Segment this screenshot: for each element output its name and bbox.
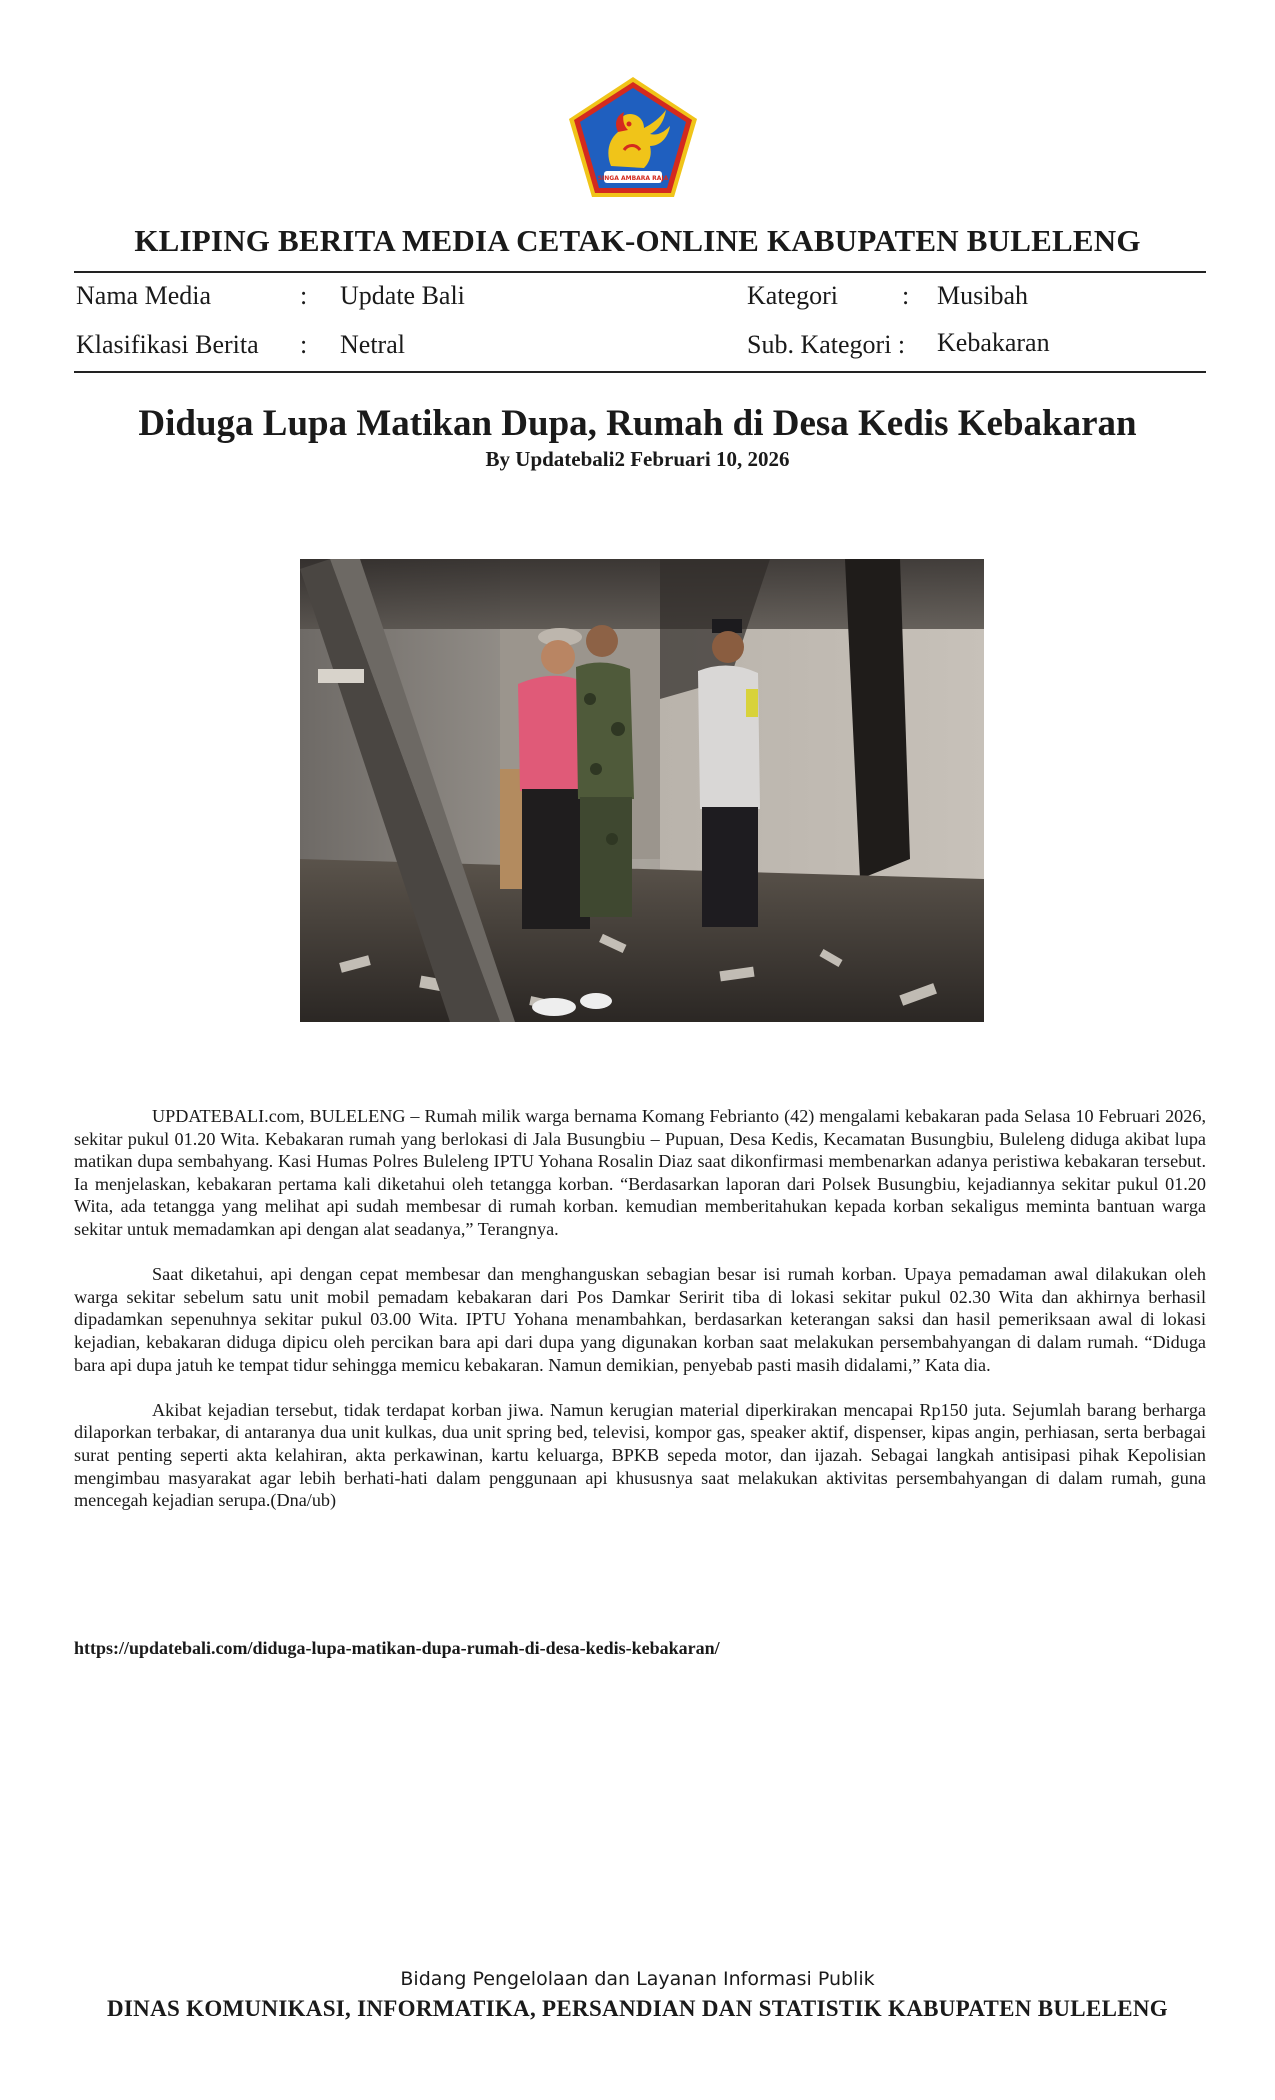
kategori-colon: :	[902, 281, 910, 310]
article-body	[74, 1105, 1206, 1534]
header-bottom-rule	[74, 371, 1206, 373]
sub-kategori-label: Sub. Kategori :	[747, 330, 906, 359]
nama-media-colon: :	[300, 281, 308, 310]
footer-division: Bidang Pengelolaan dan Layanan Informasi Publik	[400, 1968, 875, 1990]
document-title: KLIPING BERITA MEDIA CETAK-ONLINE KABUPATEN BULELENG	[134, 223, 1141, 258]
klasifikasi-colon: :	[300, 330, 308, 359]
sub-kategori-value: Kebakaran	[937, 328, 1050, 357]
article-paragraph: Saat diketahui, api dengan cepat membesar dan menghanguskan sebagian besar isi rumah korban. Upaya pemadaman awal dilakukan oleh warga sekitar sebelum satu unit mobil pemadam kebakaran dari Pos Damkar Seririt tiba di lokasi sekitar pukul 02.30 Wita dan akhirnya berhasil dipadamkan sepenuhnya sekitar pukul 03.00 Wita. IPTU Yohana menambahkan, berdasarkan keterangan saksi dan hasil pemeriksaan awal di lokasi kejadian, kebakaran diduga dipicu oleh percikan bara api dari dupa yang digunakan korban saat melakukan persembahyangan di dalam rumah. “Diduga bara api dupa jatuh ke tempat tidur sehingga memicu kebakaran. Namun demikian, penyebab pasti masih didalami,” Kata dia.	[74, 1264, 1206, 1375]
kategori-value: Musibah	[937, 281, 1028, 310]
klasifikasi-label: Klasifikasi Berita	[76, 330, 259, 359]
klasifikasi-value: Netral	[340, 330, 405, 359]
emblem-motto: SINGA AMBARA RAJA	[597, 175, 669, 182]
footer-agency: DINAS KOMUNIKASI, INFORMATIKA, PERSANDIAN DAN STATISTIK KABUPATEN BULELENG	[107, 1996, 1168, 2021]
kategori-label: Kategori	[747, 281, 838, 310]
article-headline: Diduga Lupa Matikan Dupa, Rumah di Desa Kedis Kebakaran	[138, 403, 1137, 444]
emblem-svg	[566, 74, 700, 202]
nama-media-value: Update Bali	[340, 281, 465, 310]
nama-media-label: Nama Media	[76, 281, 212, 310]
article-paragraph: UPDATEBALI.com, BULELENG – Rumah milik warga bernama Komang Febrianto (42) mengalami kebakaran pada Selasa 10 Februari 2026, sekitar pukul 01.20 Wita. Kebakaran rumah yang berlokasi di Jala Busungbiu – Pupuan, Desa Kedis, Kecamatan Busungbiu, Buleleng diduga akibat lupa matikan dupa sembahyang. Kasi Humas Polres Buleleng IPTU Yohana Rosalin Diaz saat dikonfirmasi membenarkan adanya peristiwa kebakaran tersebut. Ia menjelaskan, kebakaran pertama kali diketahui oleh tetangga korban. “Berdasarkan laporan dari Polsek Busungbiu, kejadiannya sekitar pukul 01.20 Wita, ada tetangga yang melihat api sudah membesar di rumah korban. kemudian memberitahukan kepada korban sekaligus meminta bantuan warga sekitar untuk memadamkan api dengan alat seadanya,” Terangnya.	[74, 1106, 1206, 1239]
header-top-rule	[74, 271, 1206, 273]
article-paragraph: Akibat kejadian tersebut, tidak terdapat korban jiwa. Namun kerugian material diperkirakan mencapai Rp150 juta. Sejumlah barang berharga dilaporkan terbakar, di antaranya dua unit kulkas, dua unit spring bed, televisi, kompor gas, speaker aktif, dispenser, kipas angin, perhiasan, serta berbagai surat penting seperti akta kelahiran, akta perkawinan, kartu keluarga, BPKB sepeda motor, dan ijazah. Sebagai langkah antisipasi pihak Kepolisian mengimbau masyarakat agar lebih berhati-hati dalam penggunaan api khususnya saat melakukan aktivitas persembahyangan di dalam rumah, guna mencegah kejadian serupa.(Dna/ub)	[74, 1399, 1206, 1511]
article-photo	[300, 559, 984, 1022]
article-byline: By Updatebali2 Februari 10, 2026	[485, 447, 790, 471]
buleleng-emblem-logo	[566, 74, 700, 202]
source-url-link[interactable]: https://updatebali.com/diduga-lupa-matikan-dupa-rumah-di-desa-kedis-kebakaran/	[74, 1638, 720, 1658]
